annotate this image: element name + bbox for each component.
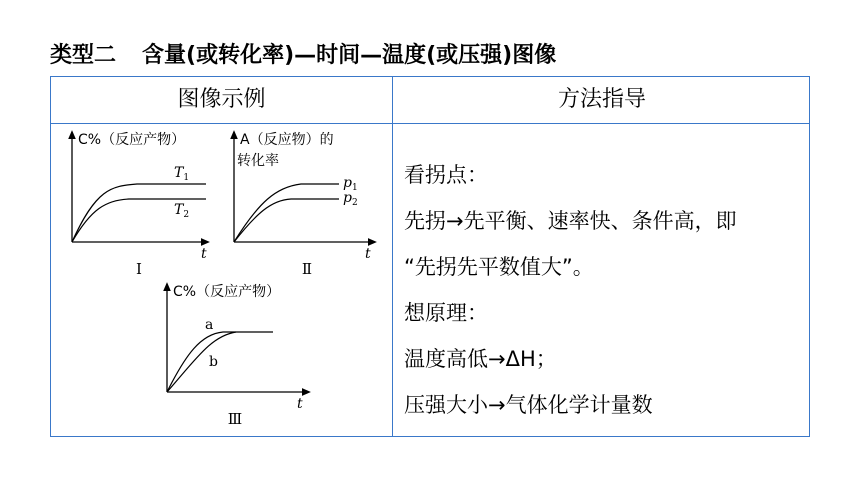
header-method: 方法指导 xyxy=(557,87,646,112)
graph-2-label-p1: $p_1$ xyxy=(343,175,358,193)
method-line-2: 先拐→先平衡、速率快、条件高，即 xyxy=(404,209,737,233)
table-column-divider xyxy=(392,77,393,436)
method-line-6: 压强大小→气体化学计量数 xyxy=(404,393,653,417)
graphs-panel xyxy=(51,124,391,436)
graph-1-x-label: t xyxy=(201,246,207,262)
graph-3-curve-a xyxy=(167,332,273,392)
graph-3-y-label: C%（反应产物） xyxy=(173,284,281,300)
graph-1-caption: Ⅰ xyxy=(136,260,142,278)
method-line-3: “先拐先平数值大”。 xyxy=(404,255,594,279)
comparison-table xyxy=(50,76,810,437)
header-examples: 图像示例 xyxy=(177,87,266,112)
graph-3-label-b: b xyxy=(209,354,218,370)
graph-2-curve-p2 xyxy=(234,199,339,242)
title-type-label: 类型二 xyxy=(50,43,117,68)
graph-2-x-label: t xyxy=(365,246,371,262)
method-line-4: 想原理： xyxy=(404,301,488,325)
graph-2-y-label-line2: 转化率 xyxy=(237,153,279,169)
title-topic: 含量(或转化率)—时间—温度(或压强)图像 xyxy=(142,43,557,68)
section-title xyxy=(50,38,556,69)
graph-1-label-t1: $T_1$ xyxy=(174,165,190,183)
graph-2-caption: Ⅱ xyxy=(301,260,313,278)
graph-1 xyxy=(72,131,207,278)
graph-3-label-a: a xyxy=(205,317,214,333)
method-line-5: 温度高低→ΔH； xyxy=(404,347,557,371)
method-line-1: 看拐点： xyxy=(404,163,488,187)
graph-1-label-t2: $T_2$ xyxy=(174,202,190,220)
graph-2-y-label-line1: A（反应物）的 xyxy=(240,132,334,148)
graph-3-caption: Ⅲ xyxy=(227,410,243,428)
graph-2-label-p2: $p_2$ xyxy=(343,190,358,208)
graph-1-y-label: C%（反应产物） xyxy=(78,132,186,148)
graph-2-curve-p1 xyxy=(234,184,339,242)
graph-3 xyxy=(167,283,307,428)
method-guidance xyxy=(404,157,804,433)
graph-2 xyxy=(234,131,373,278)
graph-3-x-label: t xyxy=(297,396,303,412)
